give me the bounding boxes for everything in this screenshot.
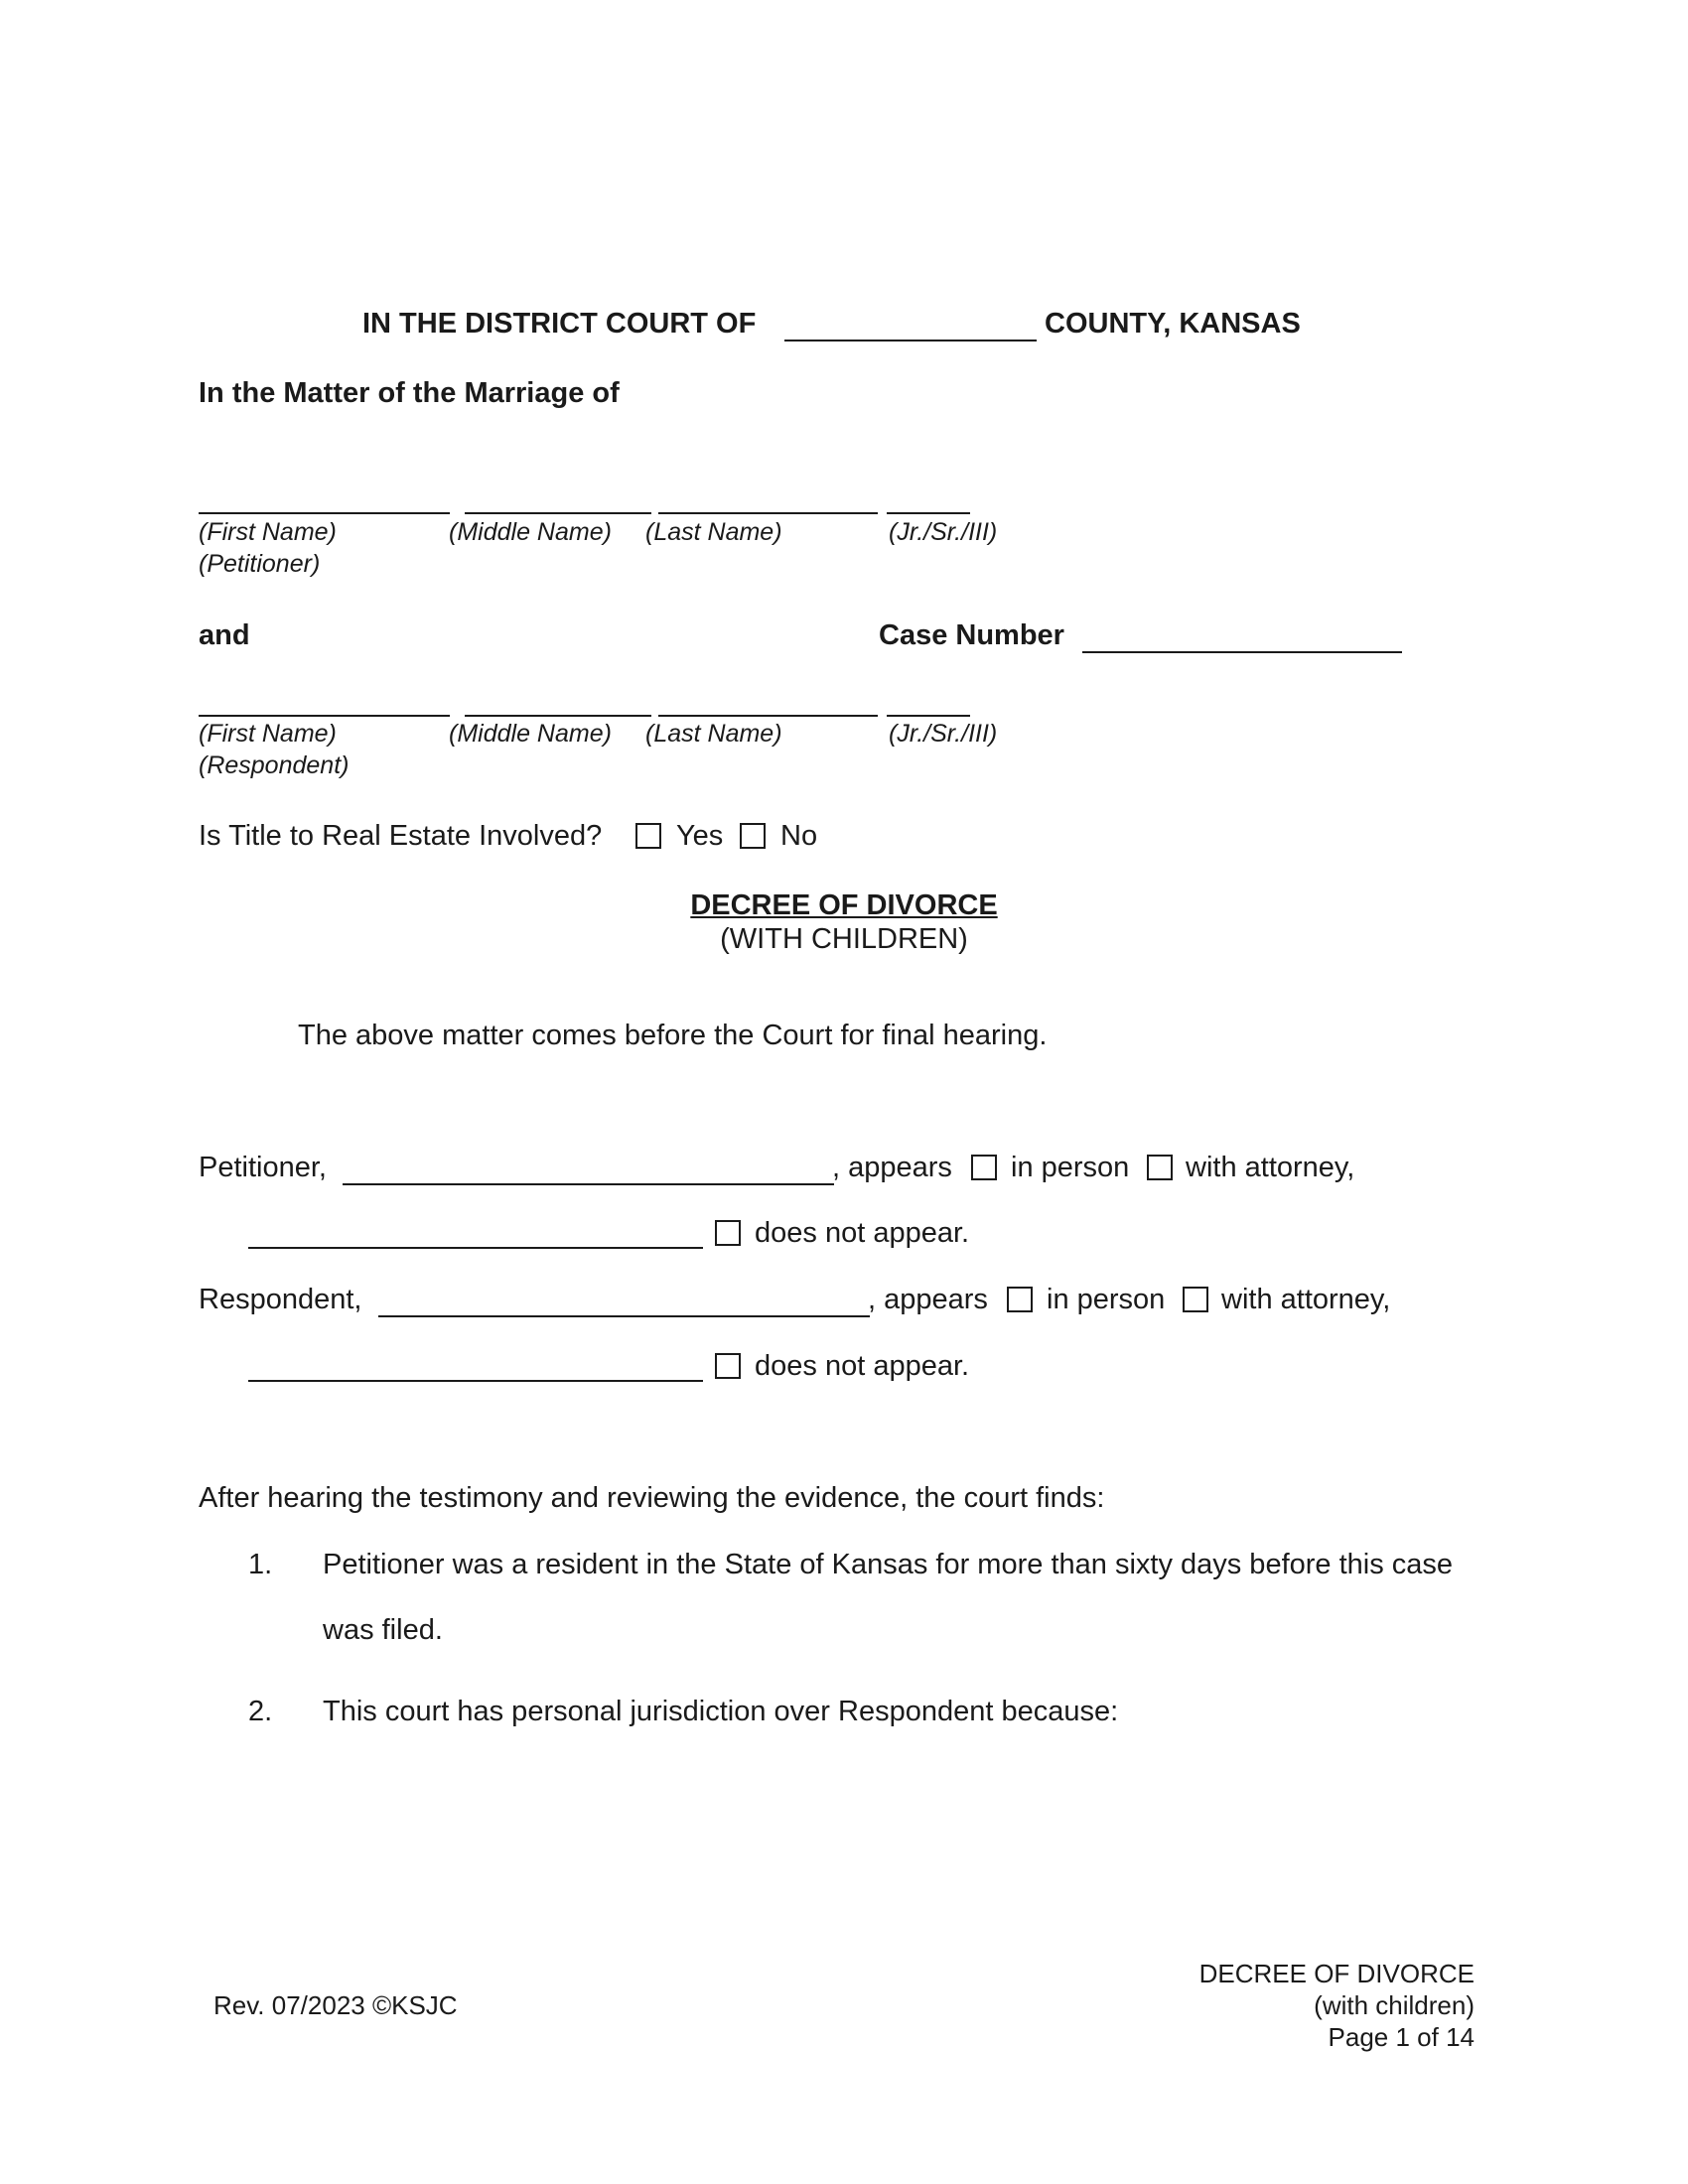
real-estate-question: Is Title to Real Estate Involved? <box>199 820 603 852</box>
respondent-last-name-blank[interactable] <box>658 715 878 717</box>
petitioner-role-label: (Petitioner) <box>199 550 321 578</box>
county-blank[interactable] <box>784 340 1037 341</box>
respondent-appearance-label: Respondent, <box>199 1284 362 1315</box>
petitioner-last-name-label: (Last Name) <box>645 518 782 546</box>
petitioner-with-attorney-label: with attorney, <box>1186 1152 1355 1183</box>
footer-page-number: Page 1 of 14 <box>1328 2022 1475 2052</box>
respondent-in-person-label: in person <box>1047 1284 1166 1315</box>
case-number-blank[interactable] <box>1082 651 1402 653</box>
real-estate-yes-label: Yes <box>676 820 724 852</box>
finding-number-2: 2. <box>248 1696 273 1727</box>
and-label: and <box>199 619 250 651</box>
finding-1-line-1: Petitioner was a resident in the State of Kansas for more than sixty days before this case <box>323 1549 1454 1580</box>
real-estate-no-checkbox[interactable] <box>740 823 766 849</box>
court-heading-prefix: IN THE DISTRICT COURT OF <box>362 308 757 340</box>
petitioner-middle-name-label: (Middle Name) <box>449 518 612 546</box>
decree-subtitle: (WITH CHILDREN) <box>720 923 968 955</box>
court-heading-suffix: COUNTY, KANSAS <box>1045 308 1301 340</box>
intro-paragraph: The above matter comes before the Court for final hearing. <box>298 1020 1048 1051</box>
finding-number-1: 1. <box>248 1549 273 1580</box>
respondent-suffix-label: (Jr./Sr./III) <box>889 720 998 748</box>
footer-doc-title: DECREE OF DIVORCE <box>1198 1959 1475 1988</box>
real-estate-no-label: No <box>780 820 818 852</box>
petitioner-in-person-checkbox[interactable] <box>971 1155 997 1180</box>
petitioner-with-attorney-checkbox[interactable] <box>1147 1155 1173 1180</box>
petitioner-does-not-appear-checkbox[interactable] <box>715 1220 741 1246</box>
petitioner-first-name-label: (First Name) <box>199 518 337 546</box>
respondent-in-person-checkbox[interactable] <box>1007 1287 1033 1312</box>
respondent-last-name-label: (Last Name) <box>645 720 782 748</box>
respondent-does-not-appear-label: does not appear. <box>755 1350 970 1382</box>
petitioner-suffix-label: (Jr./Sr./III) <box>889 518 998 546</box>
finding-1-line-2: was filed. <box>323 1614 443 1646</box>
petitioner-appears-text: , appears <box>832 1152 952 1183</box>
finding-2-line-1: This court has personal jurisdiction over Respondent because: <box>323 1696 1119 1727</box>
petitioner-middle-name-blank[interactable] <box>465 512 651 514</box>
case-number-label: Case Number <box>879 619 1064 651</box>
footer-revision: Rev. 07/2023 ©KSJC <box>213 1990 458 2020</box>
petitioner-attorney-name-blank[interactable] <box>248 1247 703 1249</box>
petitioner-first-name-blank[interactable] <box>199 512 450 514</box>
decree-title: DECREE OF DIVORCE <box>690 889 998 921</box>
petitioner-appearance-label: Petitioner, <box>199 1152 327 1183</box>
respondent-middle-name-label: (Middle Name) <box>449 720 612 748</box>
findings-intro: After hearing the testimony and reviewing the evidence, the court finds: <box>199 1482 1105 1514</box>
matter-heading: In the Matter of the Marriage of <box>199 377 620 409</box>
footer-doc-subtitle: (with children) <box>1314 1990 1475 2020</box>
respondent-first-name-label: (First Name) <box>199 720 337 748</box>
respondent-does-not-appear-checkbox[interactable] <box>715 1353 741 1379</box>
respondent-role-label: (Respondent) <box>199 751 350 779</box>
respondent-attorney-name-blank[interactable] <box>248 1380 703 1382</box>
respondent-first-name-blank[interactable] <box>199 715 450 717</box>
petitioner-does-not-appear-label: does not appear. <box>755 1217 970 1249</box>
real-estate-yes-checkbox[interactable] <box>635 823 661 849</box>
petitioner-name-blank[interactable] <box>343 1183 834 1185</box>
respondent-middle-name-blank[interactable] <box>465 715 651 717</box>
respondent-with-attorney-label: with attorney, <box>1221 1284 1391 1315</box>
petitioner-last-name-blank[interactable] <box>658 512 878 514</box>
petitioner-suffix-blank[interactable] <box>887 512 970 514</box>
respondent-with-attorney-checkbox[interactable] <box>1183 1287 1208 1312</box>
respondent-appears-text: , appears <box>868 1284 988 1315</box>
respondent-name-blank[interactable] <box>378 1315 870 1317</box>
petitioner-in-person-label: in person <box>1011 1152 1130 1183</box>
respondent-suffix-blank[interactable] <box>887 715 970 717</box>
